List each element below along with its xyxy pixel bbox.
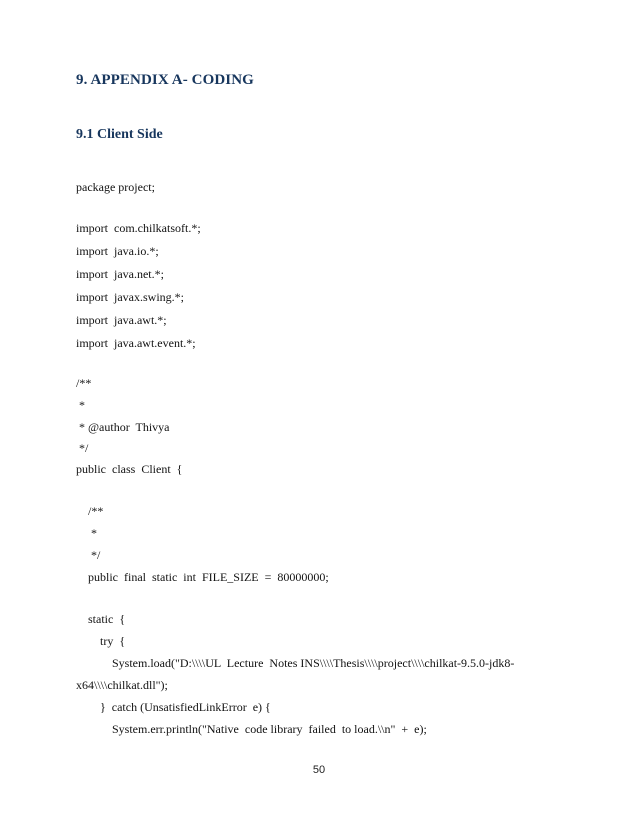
code-line-import: import javax.swing.*; [76,290,184,304]
code-line-system-load-cont: x64\\\\chilkat.dll"); [76,678,168,692]
code-line-try: try { [76,634,126,648]
code-line-system-load: System.load("D:\\\\UL Lecture Notes INS\\\\Thesis\\\\project\\\\chilkat-9.5.0-jdk8- [76,656,515,670]
code-line-import: import java.awt.*; [76,313,167,327]
code-line-import: import java.net.*; [76,267,164,281]
code-line-comment: /** [76,504,104,518]
code-line-println: System.err.println("Native code library failed to load.\\n" + e); [76,722,427,736]
code-line-comment: /** [76,376,92,390]
code-line-import: import java.io.*; [76,244,159,258]
code-line-import: import java.awt.event.*; [76,336,196,350]
code-line-static-block: static { [76,612,126,626]
code-line-comment: */ [76,548,101,562]
code-line-comment: * [76,526,97,540]
page-number: 50 [312,764,326,776]
appendix-heading: 9. APPENDIX A- CODING [76,72,254,88]
code-line-comment: */ [76,441,89,455]
code-line-comment: * @author Thivya [76,420,170,434]
section-heading: 9.1 Client Side [76,127,163,142]
code-line-catch: } catch (UnsatisfiedLinkError e) { [76,700,271,714]
code-line-import: import com.chilkatsoft.*; [76,221,201,235]
code-line-field-decl: public final static int FILE_SIZE = 80000000; [76,570,329,584]
code-line-class-decl: public class Client { [76,462,183,476]
code-line-comment: * [76,398,85,412]
code-line-package: package project; [76,180,155,194]
